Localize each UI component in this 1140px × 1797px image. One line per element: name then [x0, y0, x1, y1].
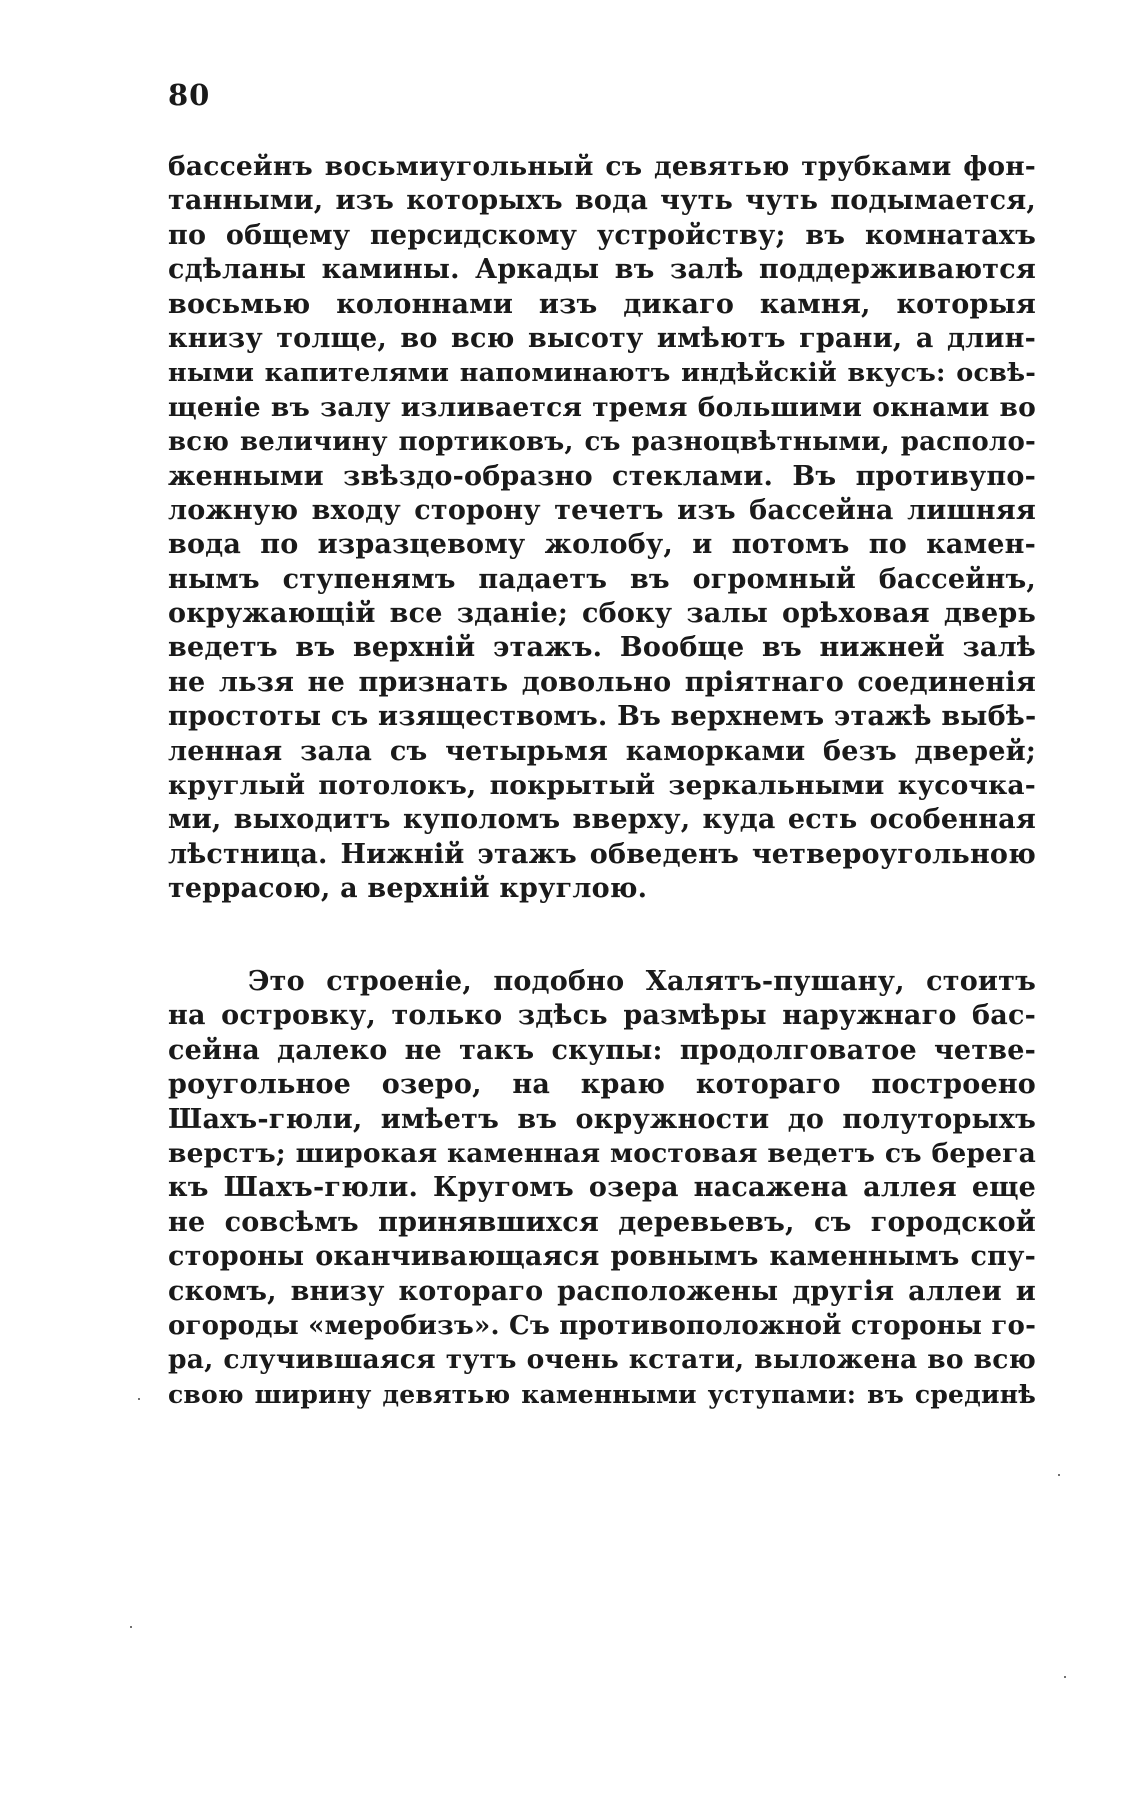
text-line: окружающій все зданіе; сбоку залы орѣховая дверь — [168, 598, 1036, 630]
text-line: не совсѣмъ принявшихся деревьевъ, съ городской — [168, 1206, 1036, 1238]
text-line: на островку, только здѣсь размѣры наружнаго бас- — [168, 1000, 1036, 1032]
scan-speck — [130, 1626, 132, 1628]
text-line: ми, выходитъ куполомъ вверху, куда есть особенная — [168, 804, 1036, 836]
text-line: верстъ; широкая каменная мостовая ведетъ съ берега — [168, 1137, 1036, 1169]
paragraph-1 — [168, 150, 1036, 907]
text-line: ра, случившаяся тутъ очень кстати, выложена во всю — [168, 1344, 1036, 1376]
text-line: круглый потолокъ, покрытый зеркальными кусочка- — [168, 770, 1036, 802]
text-line: книзу толще, во всю высоту имѣютъ грани, а длин- — [168, 322, 1036, 354]
text-line: по общему персидскому устройству; въ комнатахъ — [168, 219, 1036, 251]
text-line: ведетъ въ верхній этажъ. Вообще въ нижней залѣ — [168, 632, 1036, 664]
text-line: лѣстница. Нижній этажъ обведенъ четвероугольною — [168, 838, 1036, 870]
text-line: женными звѣздо-образно стеклами. Въ противупо- — [168, 460, 1036, 492]
text-line: не льзя не признать довольно пріятнаго соединенія — [168, 666, 1036, 698]
text-line: террасою, а верхній круглою. — [168, 873, 648, 905]
page-number: 80 — [168, 78, 211, 112]
text-line: сдѣланы камины. Аркады въ залѣ поддерживаются — [168, 254, 1036, 286]
text-line: роугольное озеро, на краю котораго построено — [168, 1069, 1036, 1101]
text-line: къ Шахъ-гюли. Кругомъ озера насажена аллея еще — [168, 1172, 1036, 1204]
paragraph-2 — [168, 965, 1036, 1412]
text-line: сейна далеко не такъ скупы: продолговатое четве- — [168, 1034, 1036, 1066]
text-line: ложную входу сторону течетъ изъ бассейна лишняя — [168, 494, 1036, 526]
scan-speck — [1058, 1474, 1060, 1476]
text-line: стороны оканчивающаяся ровнымъ каменнымъ спу- — [168, 1241, 1036, 1273]
text-line: ленная зала съ четырьмя каморками безъ дверей; — [168, 735, 1036, 767]
text-line: щеніе въ залу изливается тремя большими окнами во — [168, 391, 1036, 423]
scan-speck — [1064, 1676, 1066, 1678]
scan-speck — [138, 1398, 140, 1400]
text-line: танными, изъ которыхъ вода чуть чуть подымается, — [168, 185, 1036, 217]
text-line: Это строеніе, подобно Халятъ-пушану, стоитъ — [248, 966, 1036, 997]
text-line: ными капителями напоминаютъ индѣйскій вкусъ: освѣ- — [168, 358, 1036, 389]
text-line: огороды «меробизъ». Съ противоположной стороны го- — [168, 1310, 1037, 1341]
text-line: всю величину портиковъ, съ разноцвѣтными, располо- — [168, 427, 1036, 458]
text-line: свою ширину девятью каменными уступами: въ срединѣ — [168, 1379, 1036, 1409]
text-line: бассейнъ восьмиугольный съ девятью трубками фон- — [168, 151, 1036, 182]
text-line: скомъ, внизу котораго расположены другія аллеи и — [168, 1275, 1036, 1307]
text-line: восьмью колоннами изъ дикаго камня, которыя — [168, 288, 1036, 320]
text-line: вода по изразцевому жолобу, и потомъ по камен- — [168, 529, 1036, 561]
text-line: простоты съ изяществомъ. Въ верхнемъ этажѣ выбѣ- — [168, 701, 1037, 733]
text-line: нымъ ступенямъ падаетъ въ огромный бассейнъ, — [168, 563, 1036, 595]
text-line: Шахъ-гюли, имѣетъ въ окружности до полуторыхъ — [168, 1103, 1036, 1135]
